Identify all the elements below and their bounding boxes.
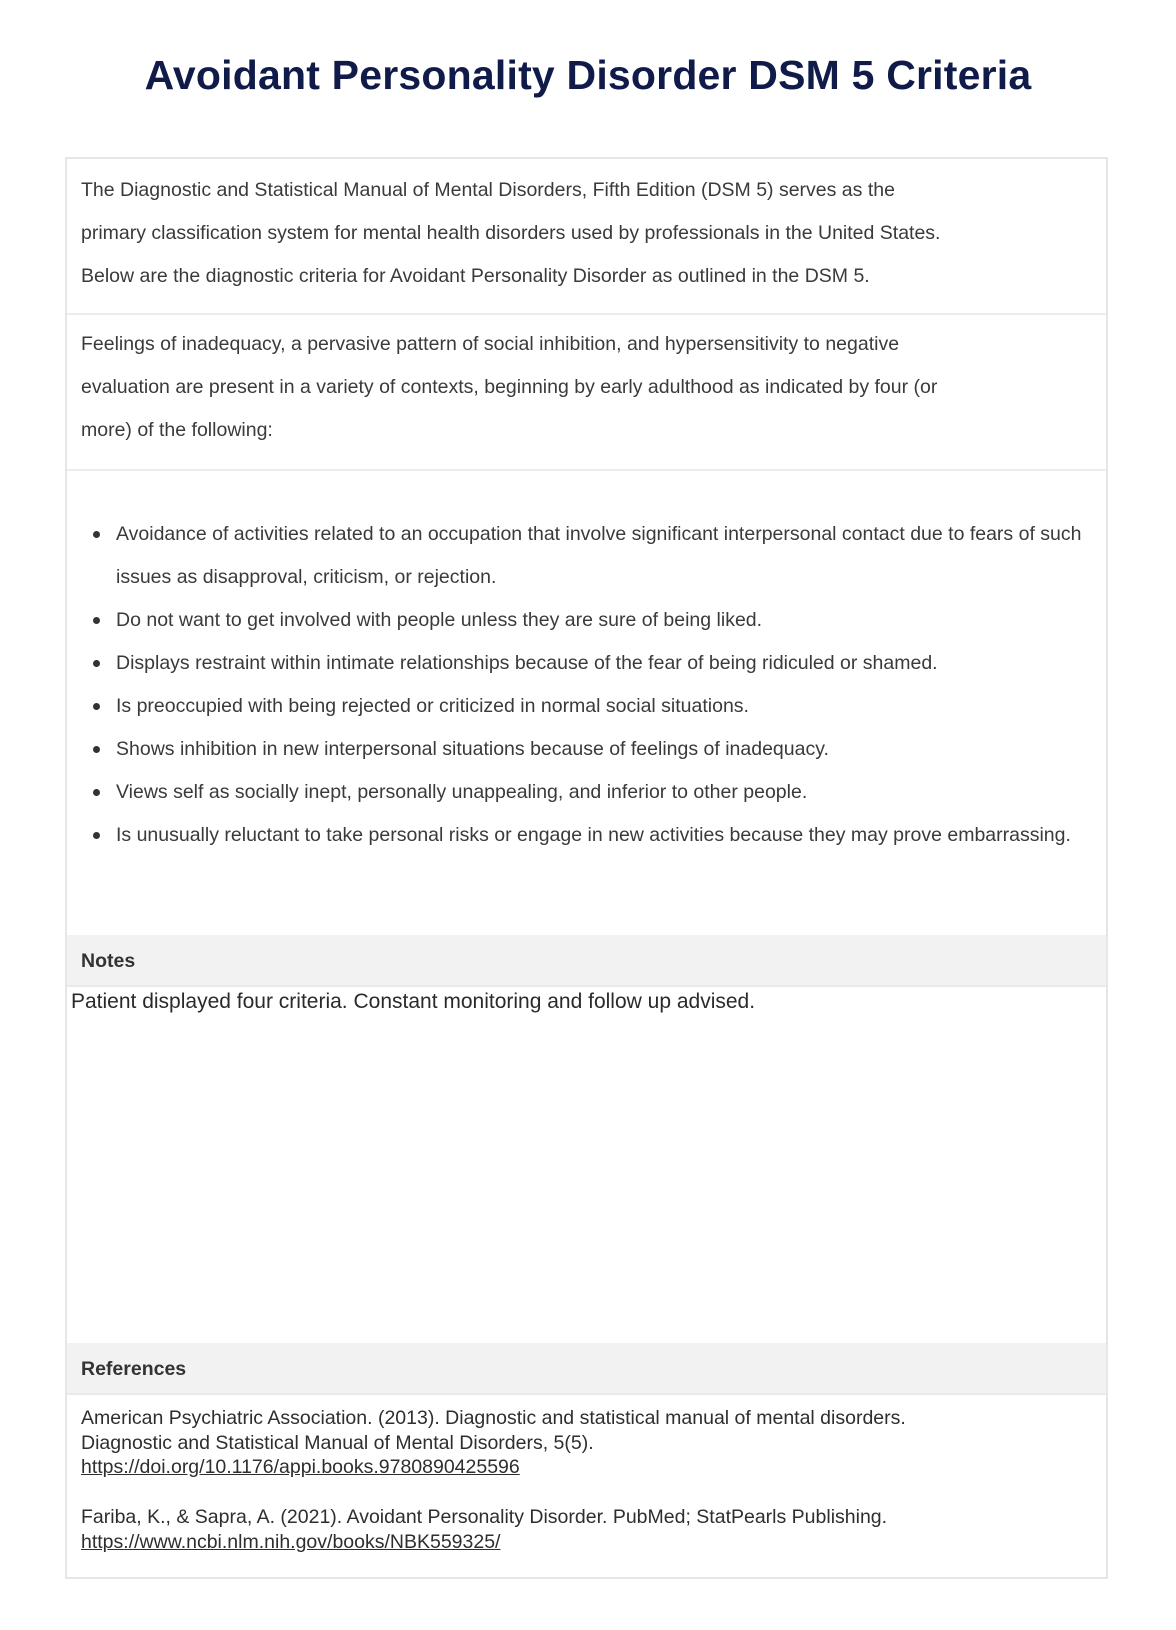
criteria-item [67,814,1106,857]
criteria-intro-paragraph [67,315,1106,452]
intro-line: The Diagnostic and Statistical Manual of Mental Disorders, Fifth Edition (DSM 5) serves as the [81,179,895,201]
reference-text: Fariba, K., & Sapra, A. (2021). Avoidant Personality Disorder. PubMed; StatPearls Publishing. [81,1506,888,1528]
reference-text: American Psychiatric Association. (2013). Diagnostic and statistical manual of mental disorders. [81,1407,906,1429]
references-header [67,1343,1106,1395]
criteria-item [67,685,1106,728]
criteria-list-section [67,471,1106,935]
reference-link[interactable]: https://www.ncbi.nlm.nih.gov/books/NBK559325/ [81,1530,501,1553]
notes-value[interactable]: Patient displayed four criteria. Constant monitoring and follow up advised. [71,990,756,1013]
page-title: Avoidant Personality Disorder DSM 5 Criteria [144,52,1032,98]
notes-field[interactable] [67,987,1106,1342]
criteria-item [67,642,1106,685]
bullet-icon [93,531,100,538]
intro-section [67,159,1106,315]
bullet-icon [93,617,100,624]
criteria-text: Is unusually reluctant to take personal risks or engage in new activities because they may prove embarrassing. [116,824,1071,846]
criteria-text: Do not want to get involved with people unless they are sure of being liked. [116,609,763,631]
bullet-icon [93,832,100,839]
references-label: References [81,1358,187,1380]
criteria-form [65,157,1108,1579]
bullet-icon [93,660,100,667]
notes-label: Notes [81,950,136,972]
bullet-icon [93,789,100,796]
criteria-intro-line: Feelings of inadequacy, a pervasive pattern of social inhibition, and hypersensitivity to negative [81,333,900,355]
intro-paragraph [67,159,1106,298]
criteria-item [67,513,1106,599]
criteria-intro-section [67,315,1106,471]
references-section [67,1395,1106,1575]
criteria-text: Views self as socially inept, personally unappealing, and inferior to other people. [116,781,808,803]
criteria-intro-line: more) of the following: [81,419,273,441]
reference-item [81,1406,906,1480]
notes-header [67,935,1106,987]
criteria-text: Is preoccupied with being rejected or criticized in normal social situations. [116,695,749,717]
criteria-item [67,771,1106,814]
bullet-icon [93,746,100,753]
reference-text: Diagnostic and Statistical Manual of Mental Disorders, 5(5). [81,1431,594,1454]
intro-line: primary classification system for mental health disorders used by professionals in the United States. [81,222,941,244]
intro-line: Below are the diagnostic criteria for Avoidant Personality Disorder as outlined in the DSM 5. [81,265,870,287]
bullet-icon [93,703,100,710]
reference-item [81,1505,887,1554]
criteria-item [67,599,1106,642]
reference-link[interactable]: https://doi.org/10.1176/appi.books.9780890425596 [81,1456,520,1478]
criteria-text: Shows inhibition in new interpersonal situations because of feelings of inadequacy. [116,738,829,760]
criteria-text: Displays restraint within intimate relationships because of the fear of being ridiculed or shamed. [116,652,938,674]
criteria-list [67,513,1106,857]
criteria-item [67,728,1106,771]
criteria-text: Avoidance of activities related to an occupation that involve significant interpersonal contact due to fears of such issues as disapproval, criticism, or rejection. [116,523,1082,588]
criteria-intro-line: evaluation are present in a variety of contexts, beginning by early adulthood as indicated by four (or [81,376,938,398]
